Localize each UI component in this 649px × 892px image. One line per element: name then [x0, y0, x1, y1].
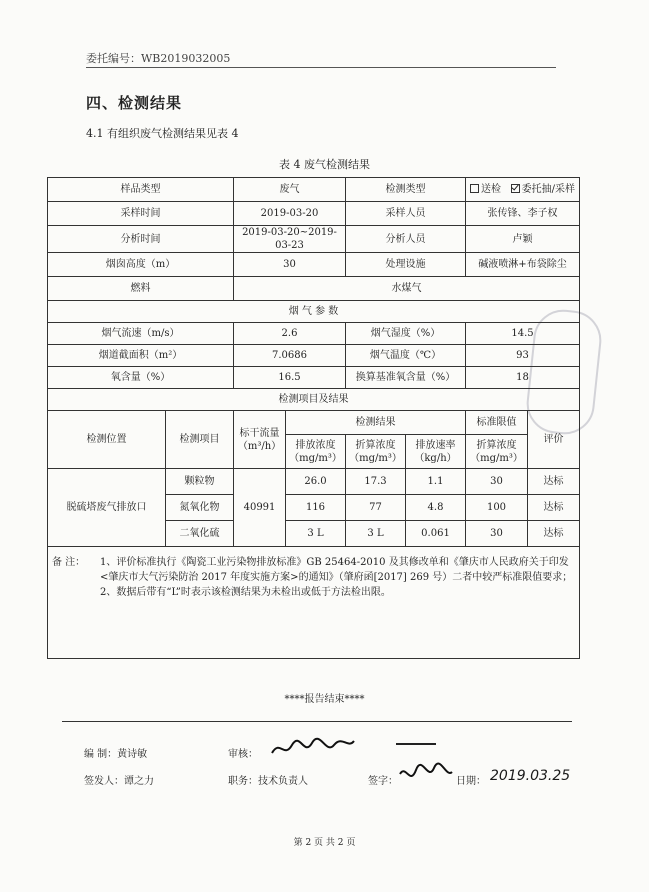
value-sample-time: 2019-03-20 [234, 202, 346, 226]
header-flow-unit: （m³/h） [237, 440, 282, 452]
row-concentration: 26.0 [286, 469, 346, 495]
row-rate: 0.061 [406, 521, 466, 547]
value-analysis-time: 2019-03-20~2019-03-23 [234, 226, 346, 253]
reviewer-label: 审核： [228, 749, 258, 760]
row-converted: 3 L [346, 521, 406, 547]
date-label: 日期： [456, 776, 486, 787]
label-reference-oxygen: 换算基准氧含量（%） [346, 367, 466, 389]
value-test-type [466, 178, 580, 202]
header-concentration-label: 排放浓度 [295, 439, 336, 451]
table-caption: 表 4 废气检测结果 [279, 158, 370, 171]
row-evaluation: 达标 [528, 469, 580, 495]
row-converted: 77 [346, 495, 406, 521]
header-concentration-unit: （mg/m³） [289, 452, 342, 464]
header-flow-label: 标干流量 [239, 427, 280, 439]
row-item: 氮氧化物 [166, 495, 234, 521]
value-sampler: 张传锋、李子权 [466, 202, 580, 226]
row-evaluation: 达标 [528, 521, 580, 547]
table-row [48, 469, 580, 495]
row-concentration: 3 L [286, 521, 346, 547]
value-fuel: 水煤气 [234, 277, 580, 301]
value-chimney-height: 30 [234, 253, 346, 277]
header-item: 检测项目 [166, 411, 234, 469]
notes-label: 备 注： [52, 557, 86, 568]
header-concentration [286, 435, 346, 469]
value-facility: 碱液喷淋+布袋除尘 [466, 253, 580, 277]
header-evaluation: 评价 [528, 411, 580, 469]
row-limit: 100 [466, 495, 528, 521]
section-subtitle: 4.1 有组织废气检测结果见表 4 [86, 127, 239, 140]
label-flow-speed: 烟气流速（m/s） [48, 323, 234, 345]
value-temperature: 93 [466, 345, 580, 367]
value-section-area: 7.0686 [234, 345, 346, 367]
value-oxygen: 16.5 [234, 367, 346, 389]
scribble-mark [396, 743, 436, 745]
header-results: 检测结果 [286, 411, 466, 435]
row-evaluation: 达标 [528, 495, 580, 521]
footer-divider [62, 721, 572, 722]
issuer-position: 职务：技术负责人 [228, 776, 308, 787]
label-analysis-time: 分析时间 [48, 226, 234, 253]
value-humidity: 14.5 [466, 323, 580, 345]
checkbox-send [470, 184, 479, 193]
label-facility: 处理设施 [346, 253, 466, 277]
report-end: ****报告结束**** [284, 694, 365, 705]
label-oxygen: 氧含量（%） [48, 367, 234, 389]
option-commission: 委托抽/采样 [521, 184, 575, 195]
label-analyst: 分析人员 [346, 226, 466, 253]
header-converted [346, 435, 406, 469]
value-position: 脱硫塔废气排放口 [48, 469, 166, 547]
reviewer-signature [268, 735, 358, 763]
section-title: 四、检测结果 [86, 94, 183, 112]
header-limit-converted-unit: （mg/m³） [470, 452, 523, 464]
header-limit: 标准限值 [466, 411, 528, 435]
row-item: 二氧化硫 [166, 521, 234, 547]
commission-number: 委托编号：WB2019032005 [86, 52, 231, 65]
label-sample-type: 样品类型 [48, 178, 234, 202]
label-test-type: 检测类型 [346, 178, 466, 202]
sign-label: 签字： [368, 776, 398, 787]
row-converted: 17.3 [346, 469, 406, 495]
row-item: 颗粒物 [166, 469, 234, 495]
value-reference-oxygen: 18 [466, 367, 580, 389]
notes-cell [48, 547, 580, 659]
header-rate [406, 435, 466, 469]
value-analyst: 卢颖 [466, 226, 580, 253]
value-sample-type: 废气 [234, 178, 346, 202]
label-section-area: 烟道截面积（m²） [48, 345, 234, 367]
row-concentration: 116 [286, 495, 346, 521]
header-rate-unit: （kg/h） [414, 452, 457, 464]
label-temperature: 烟气温度（℃） [346, 345, 466, 367]
row-limit: 30 [466, 521, 528, 547]
label-humidity: 烟气湿度（%） [346, 323, 466, 345]
header-converted-unit: （mg/m³） [349, 452, 402, 464]
handwritten-date: 2019.03.25 [490, 768, 571, 784]
header-limit-converted [466, 435, 528, 469]
header-flow [234, 411, 286, 469]
page-number: 第 2 页 共 2 页 [293, 838, 356, 848]
label-sample-time: 采样时间 [48, 202, 234, 226]
note-1: 1、评价标准执行《陶瓷工业污染物排放标准》GB 25464-2010 及其修改单和《肇庆市人民政府关于印发<肇庆市大气污染防治 2017 年度实施方案>的通知》（肇府函[2017] 269 号）二者中较严标准限值要求； [100, 557, 573, 583]
header-position: 检测位置 [48, 411, 166, 469]
row-rate: 4.8 [406, 495, 466, 521]
value-flow: 40991 [234, 469, 286, 547]
value-flow-speed: 2.6 [234, 323, 346, 345]
row-rate: 1.1 [406, 469, 466, 495]
label-fuel: 燃料 [48, 277, 234, 301]
option-send: 送检 [481, 184, 502, 195]
row-limit: 30 [466, 469, 528, 495]
header-divider [86, 67, 556, 68]
label-chimney-height: 烟囱高度（m） [48, 253, 234, 277]
issuer-signature [396, 760, 456, 788]
label-sampler: 采样人员 [346, 202, 466, 226]
issuer: 签发人：谭之力 [84, 776, 154, 787]
exhaust-results-table [47, 177, 580, 659]
header-rate-label: 排放速率 [415, 439, 456, 451]
header-limit-converted-label: 折算浓度 [476, 439, 517, 451]
flue-parameters-title: 烟 气 参 数 [48, 301, 580, 323]
header-converted-label: 折算浓度 [355, 439, 396, 451]
editor: 编 制：黄诗敏 [84, 749, 148, 760]
checkbox-commission-checked [511, 184, 520, 193]
note-2: 2、数据后带有“L”时表示该检测结果为未检出或低于方法检出限。 [100, 587, 391, 598]
results-title: 检测项目及结果 [48, 389, 580, 411]
